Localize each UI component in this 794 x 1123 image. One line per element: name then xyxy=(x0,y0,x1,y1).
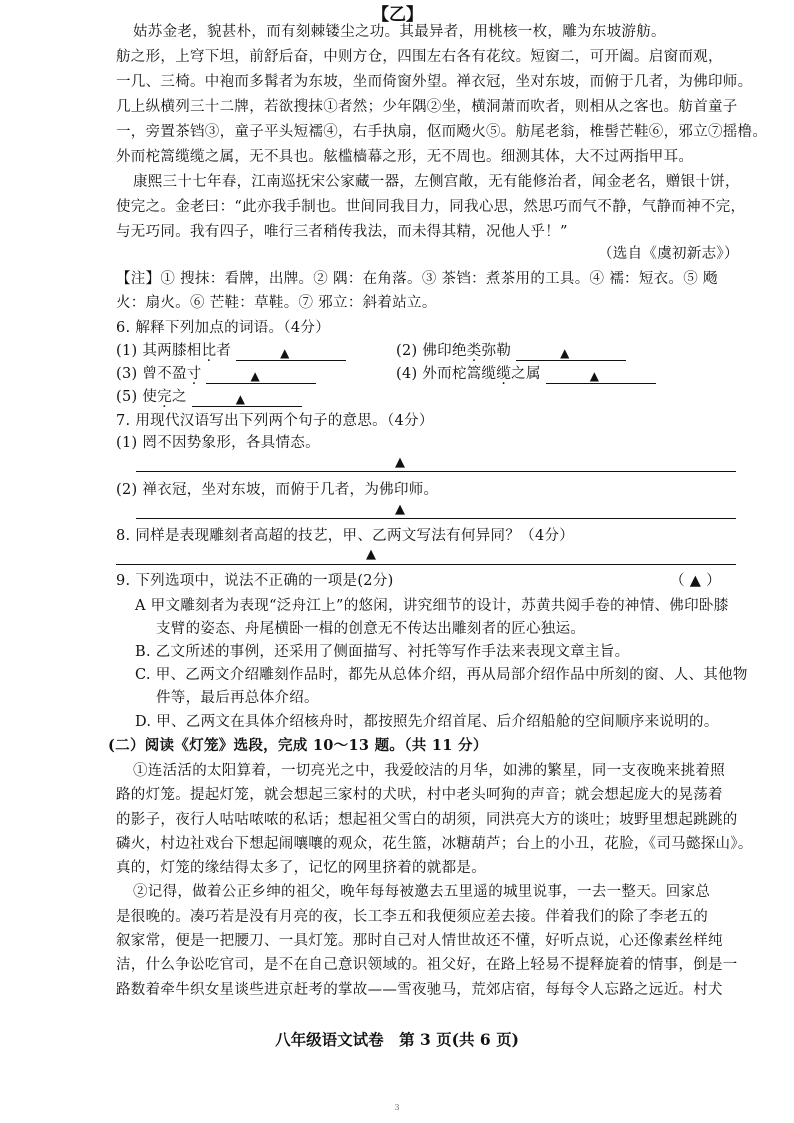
passage-line: 一，旁置茶铛③，童子平头短襦④，右手执扇，伛而飏火⑤。舫尾老翁，椎髻芒鞋⑥，邪立⑦摇橹。 xyxy=(116,124,768,140)
dotted-word: 完 xyxy=(157,389,172,405)
dotted-word: 寸 xyxy=(186,366,202,382)
page-footer: 八年级语文试卷 第 3 页(共 6 页) xyxy=(275,1030,519,1049)
passage-line: 路的灯笼。提起灯笼，就会想起三家村的犬吠，村中老头呵狗的声音；就会想起庞大的晃荡着 xyxy=(116,787,723,803)
q6-stem: 6. 解释下列加点的词语。（4分） xyxy=(116,320,331,336)
page-number: 3 xyxy=(394,1103,400,1112)
dotted-word: 比 xyxy=(201,343,217,359)
section-title: 【乙】 xyxy=(372,5,423,25)
passage-line: 是很晚的。凑巧若是没有月亮的夜，长工李五和我便须应差去接。伴着我们的除了李老五的 xyxy=(116,909,708,925)
triangle-icon: ▲ xyxy=(250,369,261,383)
q6-item-3: (3) 曾不盈寸 ▲ xyxy=(116,364,316,384)
triangle-icon: ▲ xyxy=(280,346,290,360)
q6-item-4: (4) 外而柁篙缆缆之属 ▲ xyxy=(396,364,656,384)
passage-line: 舫之形，上穹下坦，前舒后奋，中则方仓，四围左右各有花纹。短窗二，可开阖。启窗而观， xyxy=(116,49,723,65)
q9-stem: 9. 下列选项中，说法不正确的一项是(2分) xyxy=(116,573,394,589)
q9-option-d: D. 甲、乙两文在具体介绍核舟时，都按照先介绍首尾、后介绍船舱的空间顺序来说明的。 xyxy=(135,714,719,730)
q7-sentence-2: (2) 禅衣冠，坐对东坡，而俯于几者，为佛印师。 xyxy=(116,482,439,498)
q9-answer-paren[interactable]: （ ▲ ） xyxy=(670,573,721,589)
answer-line[interactable] xyxy=(136,518,736,519)
passage-line: 与无巧同。我有四子，唯行三者稍传我法，而未得其精，况他人乎！” xyxy=(116,224,568,240)
part2-heading: (二）阅读《灯笼》选段，完成 10～13 题。（共 11 分） xyxy=(108,737,488,754)
q9-option-a-cont: 支臂的姿态、舟尾横卧一楫的创意无不传达出雕刻者的匠心独运。 xyxy=(156,621,586,637)
passage-line: 外而柁篙缆缆之属，无不具也。舷槛樯幕之形，无不周也。细测其体，大不过两指甲耳。 xyxy=(116,149,694,165)
triangle-icon: ▲ xyxy=(395,502,405,517)
passage-line: 一几、三椅。中袍而多髯者为东坡，坐而倚窗外望。禅衣冠，坐对东坡，而俯于几者，为佛印师。 xyxy=(116,74,753,90)
passage-line: 几上纵横列三十二牌，若欲搜抹①者然；少年隅②坐，横洞萧而吹者，则相从之客也。舫首童子 xyxy=(116,99,738,115)
triangle-icon: ▲ xyxy=(395,455,405,470)
q8-stem: 8. 同样是表现雕刻者高超的技艺，甲、乙两文写法有何异同？（4分） xyxy=(116,528,575,544)
passage-line: 路数着牵牛织女星谈些进京赶考的掌故——雪夜驰马，荒郊店宿，每每令人忘路之远近。村犬 xyxy=(116,982,723,998)
passage-line: ②记得，做着公正乡绅的祖父，晚年每每被邀去五里遥的城里说事，一去一整天。回家总 xyxy=(133,884,711,900)
answer-blank[interactable] xyxy=(236,345,346,361)
q9-option-c: C. 甲、乙两文介绍雕刻作品时，都先从总体介绍，再从局部介绍作品中所刻的窗、人、其他物 xyxy=(135,667,748,683)
passage-line: 真的，灯笼的缘结得太多了，记忆的网里挤着的就都是。 xyxy=(116,860,486,876)
q9-option-b: B. 乙文所述的事例，还采用了侧面描写、衬托等写作手法来表现文章主旨。 xyxy=(135,644,630,660)
q6-item-5: (5) 使完之 ▲ xyxy=(116,387,302,407)
answer-line[interactable] xyxy=(136,471,736,472)
q7-stem: 7. 用现代汉语写出下列两个句子的意思。（4分） xyxy=(116,413,434,429)
q9-option-a: A 甲文雕刻者为表现“泛舟江上”的悠闲，讲究细节的设计，苏黄共阅手卷的神情、佛印卧膝 xyxy=(135,598,729,614)
answer-line[interactable] xyxy=(116,564,736,565)
passage-line: 使完之。金老曰：“此亦我手制也。世间同我目力，同我心思，然思巧而气不静，气静而神不完， xyxy=(116,199,746,215)
notes-line: 【注】① 搜抹：看牌，出牌。② 隅：在角落。③ 茶铛：煮茶用的工具。④ 襦：短衣。⑤ 飏 xyxy=(116,271,718,287)
source-citation: （选自《虞初新志》） xyxy=(598,246,739,262)
passage-line: 的影子，夜行人咕咕哝哝的私话；想起祖父雪白的胡须，同洪亮大方的谈吐；坡野里想起跳跳的 xyxy=(116,812,738,828)
triangle-icon: ▲ xyxy=(366,547,376,562)
q9-option-c-cont: 件等，最后再总体介绍。 xyxy=(156,690,319,706)
passage-line: ①连活活的太阳算着，一切亮光之中，我爱皎洁的月华，如沸的繁星，同一支夜晚来挑着照 xyxy=(133,763,725,779)
answer-blank[interactable] xyxy=(516,345,626,361)
triangle-icon: ▲ xyxy=(235,392,246,406)
notes-line: 火：扇火。⑥ 芒鞋：草鞋。⑦ 邪立：斜着站立。 xyxy=(116,295,437,311)
passage-line: 磷火，村边社戏台下想起闹嚷嚷的观众，花生篮，冰糖葫芦；台上的小丑，花脸，《司马懿探山》。 xyxy=(116,836,753,852)
q6-item-2: (2) 佛印绝类弥勒 ▲ xyxy=(396,341,626,361)
passage-line: 姑苏金老，貌甚朴，而有刻棘镂尘之功。其最异者，用桃核一枚，雕为东坡游舫。 xyxy=(133,24,666,40)
answer-blank[interactable] xyxy=(206,368,316,384)
q7-sentence-1: (1) 罔不因势象形，各具情态。 xyxy=(116,435,320,451)
passage-line: 康熙三十七年春，江南巡抚宋公家藏一器，左侧宫敞，无有能修治者，闻金老名，赠银十饼， xyxy=(133,174,740,190)
dotted-word: 缆 xyxy=(496,366,512,382)
q6-item-1: (1) 其两膝相比者 ▲ xyxy=(116,341,346,361)
triangle-icon: ▲ xyxy=(589,369,600,383)
answer-blank[interactable] xyxy=(546,368,656,384)
answer-blank[interactable] xyxy=(192,391,302,407)
passage-line: 叙家常，便是一把腰刀、一具灯笼。那时自己对人情世故还不懂，好听点说，心还像素丝样纯 xyxy=(116,933,723,949)
passage-line: 洁，什么争讼吃官司，是不在自己意识领域的。祖父好，在路上轻易不提释旋着的情事，倒是一 xyxy=(116,957,738,973)
dotted-word: 类 xyxy=(466,343,482,359)
triangle-icon: ▲ xyxy=(560,346,570,360)
